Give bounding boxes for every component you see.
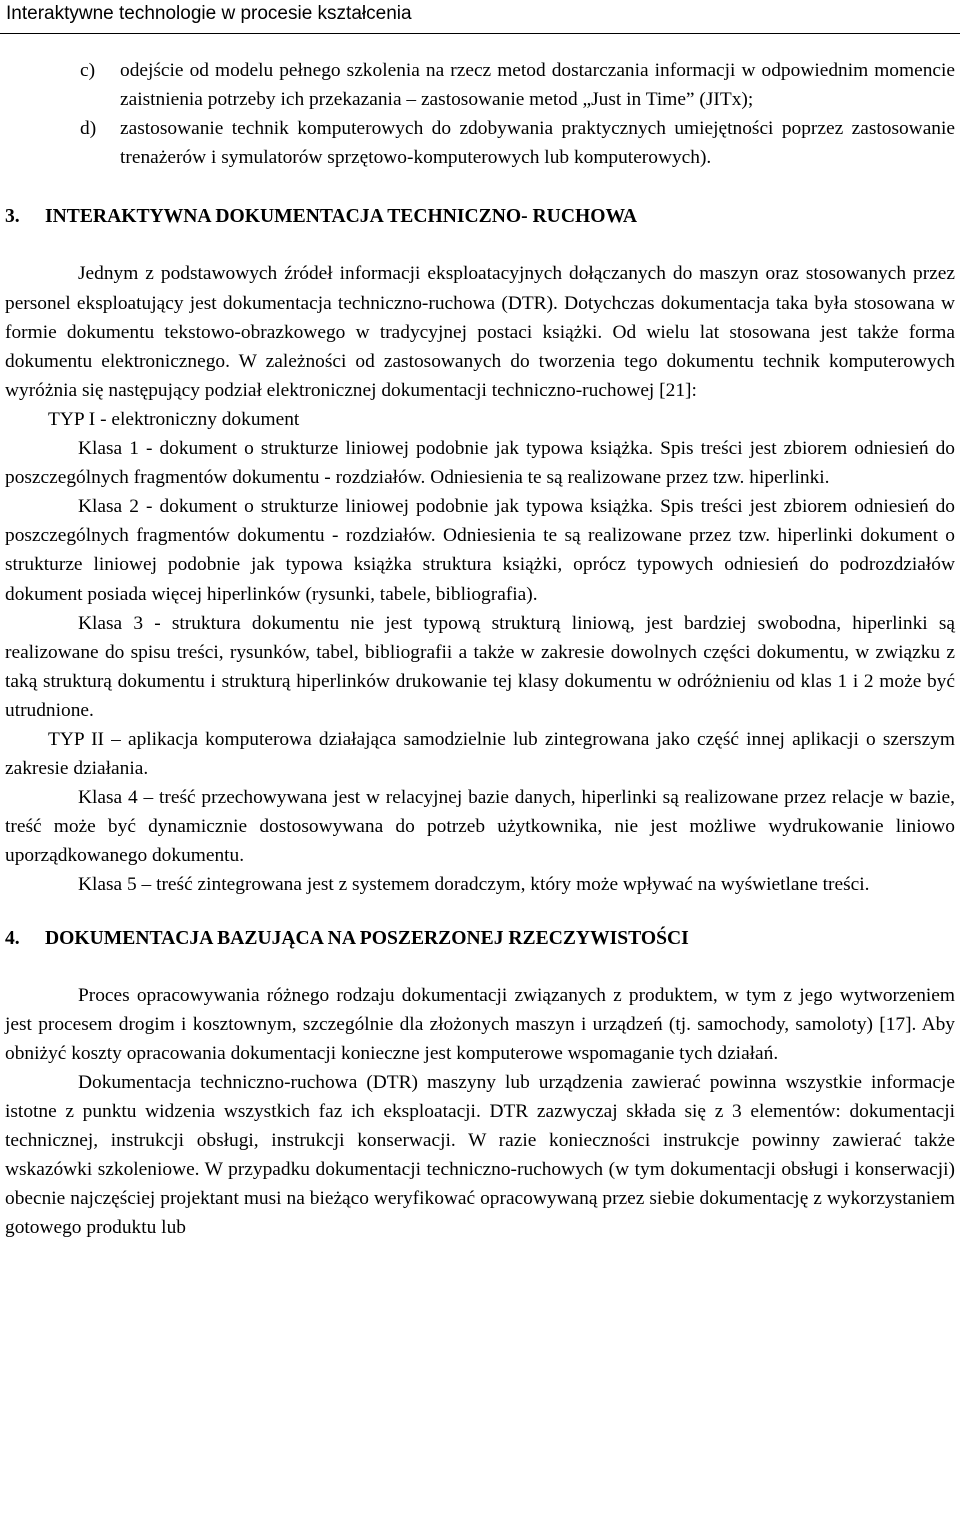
section-3-intro: Jednym z podstawowych źródeł informacji eksploatacyjnych dołączanych do maszyn oraz stosowanych przez personel eksploatujący jest dokumentacja techniczno-ruchowa (DTR). Dotychczas dokumentacja taka była stosowana w formie dokumentu tekstowo-obrazkowego w tradycyjnej postaci książki. Od wielu lat stosowana jest także forma dokumentu elektronicznego. W zależności od zastosowanych do tworzenia tego dokumentu technik komputerowych wyróżnia się następujący podział elektronicznej dokumentacji techniczno-ruchowej [21]:	[5, 263, 955, 401]
class-5-paragraph: Klasa 5 – treść zintegrowana jest z systemem doradczym, który może wpływać na wyświetlane treści.	[78, 874, 870, 896]
section-title: INTERAKTYWNA DOKUMENTACJA TECHNICZNO- RUCHOWA	[45, 206, 638, 228]
page-content	[5, 56, 955, 1242]
section-number: 3.	[5, 206, 20, 228]
class-1-paragraph: Klasa 1 - dokument o strukturze liniowej podobnie jak typowa książka. Spis treści jest zbiorem odniesień do poszczególnych fragmentów dokumentu - rozdziałów. Odniesienia te są realizowane przez tzw. hiperlinki.	[5, 438, 955, 489]
section-title: DOKUMENTACJA BAZUJĄCA NA POSZERZONEJ RZECZYWISTOŚCI	[45, 927, 689, 949]
list-item-text: odejście od modelu pełnego szkolenia na rzecz metod dostarczania informacji w odpowiednim momencie zaistnienia potrzeby ich przekazania – zastosowanie metod „Just in Time” (JITx);	[120, 60, 955, 111]
section-number: 4.	[5, 927, 20, 949]
list-marker: d)	[80, 118, 97, 140]
section-3-heading	[5, 202, 955, 231]
list-marker: c)	[80, 60, 96, 81]
type-2-paragraph: TYP II – aplikacja komputerowa działająca samodzielnie lub zintegrowana jako część innej aplikacji o szerszym zakresie działania.	[5, 728, 955, 780]
list-item-d	[5, 114, 955, 172]
type-1-heading: TYP I - elektroniczny dokument	[48, 408, 300, 430]
class-2-paragraph: Klasa 2 - dokument o strukturze liniowej podobnie jak typowa książka. Spis treści jest zbiorem odniesień do poszczególnych fragmentów dokumentu - rozdziałów. Odniesienia te są realizowane przez tzw. hiperlinki dokument o strukturze liniowej podobnie jak typowa książka struktura książki, oprócz typowych odniesień do podrozdziałów dokument posiada więcej hiperlinków (rysunki, tabele, bibliografia).	[5, 496, 955, 605]
class-4-paragraph: Klasa 4 – treść przechowywana jest w relacyjnej bazie danych, hiperlinki są realizowane przez relacje w bazie, treść może być dynamicznie dostosowywana do potrzeb użytkownika, nie jest możliwe wydrukowanie liniowo uporządkowanego dokumentu.	[5, 787, 955, 867]
class-3-paragraph: Klasa 3 - struktura dokumentu nie jest typową strukturą liniową, jest bardziej swobodna, hiperlinki są realizowane do spisu treści, rysunków, tabel, bibliografii a także w zakresie dowolnych części dokumentu, w związku z taką strukturą dokumentu i strukturą hiperlinków drukowanie tej klasy dokumentu w odróżnieniu od klas 1 i 2 może być utrudnione.	[5, 612, 955, 721]
section-4-heading	[5, 924, 955, 953]
list-item-c	[5, 56, 955, 114]
header-rule	[0, 33, 960, 34]
list-item-text: zastosowanie technik komputerowych do zdobywania praktycznych umiejętności poprzez zastosowanie trenażerów i symulatorów sprzętowo-komputerowych lub komputerowych).	[120, 118, 955, 169]
section-4-paragraph-1: Proces opracowywania różnego rodzaju dokumentacji związanych z produktem, w tym z jego wytworzeniem jest procesem drogim i kosztownym, szczególnie dla złożonych maszyn i urządzeń (tj. samochody, samoloty) [17]. Aby obniżyć koszty opracowania dokumentacji konieczne jest komputerowe wspomaganie tych działań.	[5, 984, 955, 1064]
running-header: Interaktywne technologie w procesie kształcenia	[6, 3, 412, 24]
section-4-paragraph-2: Dokumentacja techniczno-ruchowa (DTR) maszyny lub urządzenia zawierać powinna wszystkie informacje istotne z punktu widzenia wszystkich faz ich eksploatacji. DTR zazwyczaj składa się z 3 elementów: dokumentacji technicznej, instrukcji obsługi, instrukcji konserwacji. W razie konieczności instrukcje powinny zawierać także wskazówki szkoleniowe. W przypadku dokumentacji techniczno-ruchowych (w tym dokumentacji obsługi i konserwacji) obecnie najczęściej projektant musi na bieżąco weryfikować opracowywaną przez siebie dokumentację z wykorzystaniem gotowego produktu lub	[5, 1071, 955, 1239]
